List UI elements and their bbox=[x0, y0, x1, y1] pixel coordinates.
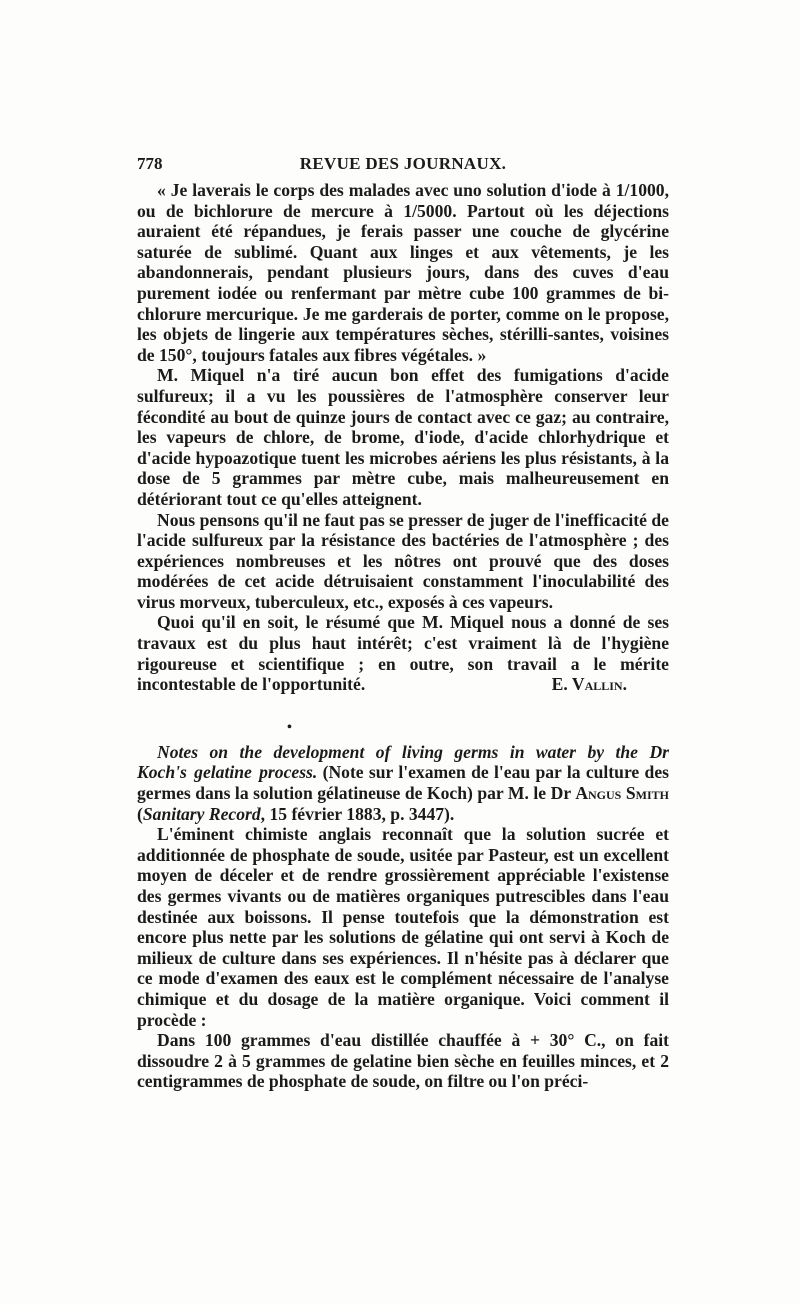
article2-author: Angus Smith bbox=[575, 783, 669, 804]
article2-paragraph-1: L'éminent chimiste anglais reconnaît que la solution sucrée et additionnée de phosphate de soude, usitée par Pasteur, est un excellent moyen de déceler et de rendre grossièrement appréciable l'existense des germes vivants ou de matières organiques putrescibles dans l'eau destinée aux boissons. Il pense toutefois que la démonstration est encore plus nette par les solutions de gélatine qui ont servi à Koch de milieux de culture dans ses expériences. Il n'hésite pas à déclarer que ce mode d'examen des eaux est le complément nécessaire de l'analyse chimique et du dosage de la matière organique. Voici comment il procède : bbox=[137, 824, 669, 1030]
article2-french-title: (Note sur l'examen de l'eau par la culture des germes dans la solution gélatineuse de Koch) par M. le Dr bbox=[137, 762, 669, 804]
article1-quote-paragraph: « Je laverais le corps des malades avec uno solution d'iode à 1/1000, ou de bichlorure de mercure à 1/5000. Partout où les déjections auraient été répandues, je ferais passer une couche de glycérine saturée de sublimé. Quant aux linges et aux vêtements, je les abandonnerais, pendant plusieurs jours, dans des cuves d'eau purement iodée ou renfermant par mètre cube 100 grammes de bi-chlorure mercurique. Je me garderais de porter, comme on le propose, les objets de lingerie aux températures sèches, stérilli-santes, voisines de 150°, toujours fatales aux fibres végétales. » bbox=[137, 180, 669, 365]
article1-paragraph-2: M. Miquel n'a tiré aucun bon effet des fumigations d'acide sulfureux; il a vu les poussières de l'atmosphère conserver leur fécondité au bout de quinze jours de contact avec ce gaz; au contraire, les vapeurs de chlore, de brome, d'iode, d'acide chlorhydrique et d'acide hypoazotique tuent les microbes aériens les plus résistants, à la dose de 5 grammes par mètre cube, mais malheureusement en détériorant tout ce qu'elles atteignent. bbox=[137, 365, 669, 509]
separator-dot: • bbox=[287, 719, 292, 735]
article2-paragraph-2: Dans 100 grammes d'eau distillée chauffée à + 30° C., on fait dissoudre 2 à 5 grammes de gelatine bien sèche en feuilles minces, et 2 centigrammes de phosphate de soude, on filtre ou l'on préci- bbox=[137, 1030, 669, 1092]
article2-title: Notes on the development of living germs in water by the Dr Koch's gelatine process. (Note sur l'examen de l'eau par la culture des germes dans la solution gélatineuse de Koch) par M. le Dr Angus Smith (Sanitary Record, 15 février 1883, p. 3447). bbox=[137, 741, 669, 824]
article1-paragraph-3: Nous pensons qu'il ne faut pas se presser de juger de l'inefficacité de l'acide sulfureux par la résistance des bactéries de l'atmosphère ; des expériences nombreuses et les nôtres ont prouvé que des doses modérées de cet acide détruisaient constamment l'inoculabilité des virus morveux, tuberculeux, etc., exposés à ces vapeurs. bbox=[137, 509, 669, 612]
section-separator bbox=[137, 695, 669, 742]
article1-paragraph-4-text: Quoi qu'il en soit, le résumé que M. Miquel nous a donné de ses travaux est du plus haut intérêt; c'est vraiment là de l'hygiène rigoureuse et scientifique ; en outre, son travail a le mérite incontestable de l'opportunité. bbox=[137, 612, 669, 695]
running-title: REVUE DES JOURNAUX. bbox=[299, 154, 507, 173]
page-header bbox=[137, 154, 669, 178]
article2-english-title: Notes on the development of living germs in water by the Dr Koch's gelatine process. bbox=[137, 741, 669, 783]
article1-paragraph-4 bbox=[137, 612, 669, 694]
article2-source-journal: Sanitary Record bbox=[142, 803, 261, 824]
page-number: 778 bbox=[137, 154, 163, 173]
article2-source-details: , 15 février 1883, p. 3447). bbox=[260, 803, 455, 824]
article1-signature: E. Vallin. bbox=[551, 674, 627, 695]
page-body bbox=[137, 180, 669, 1092]
